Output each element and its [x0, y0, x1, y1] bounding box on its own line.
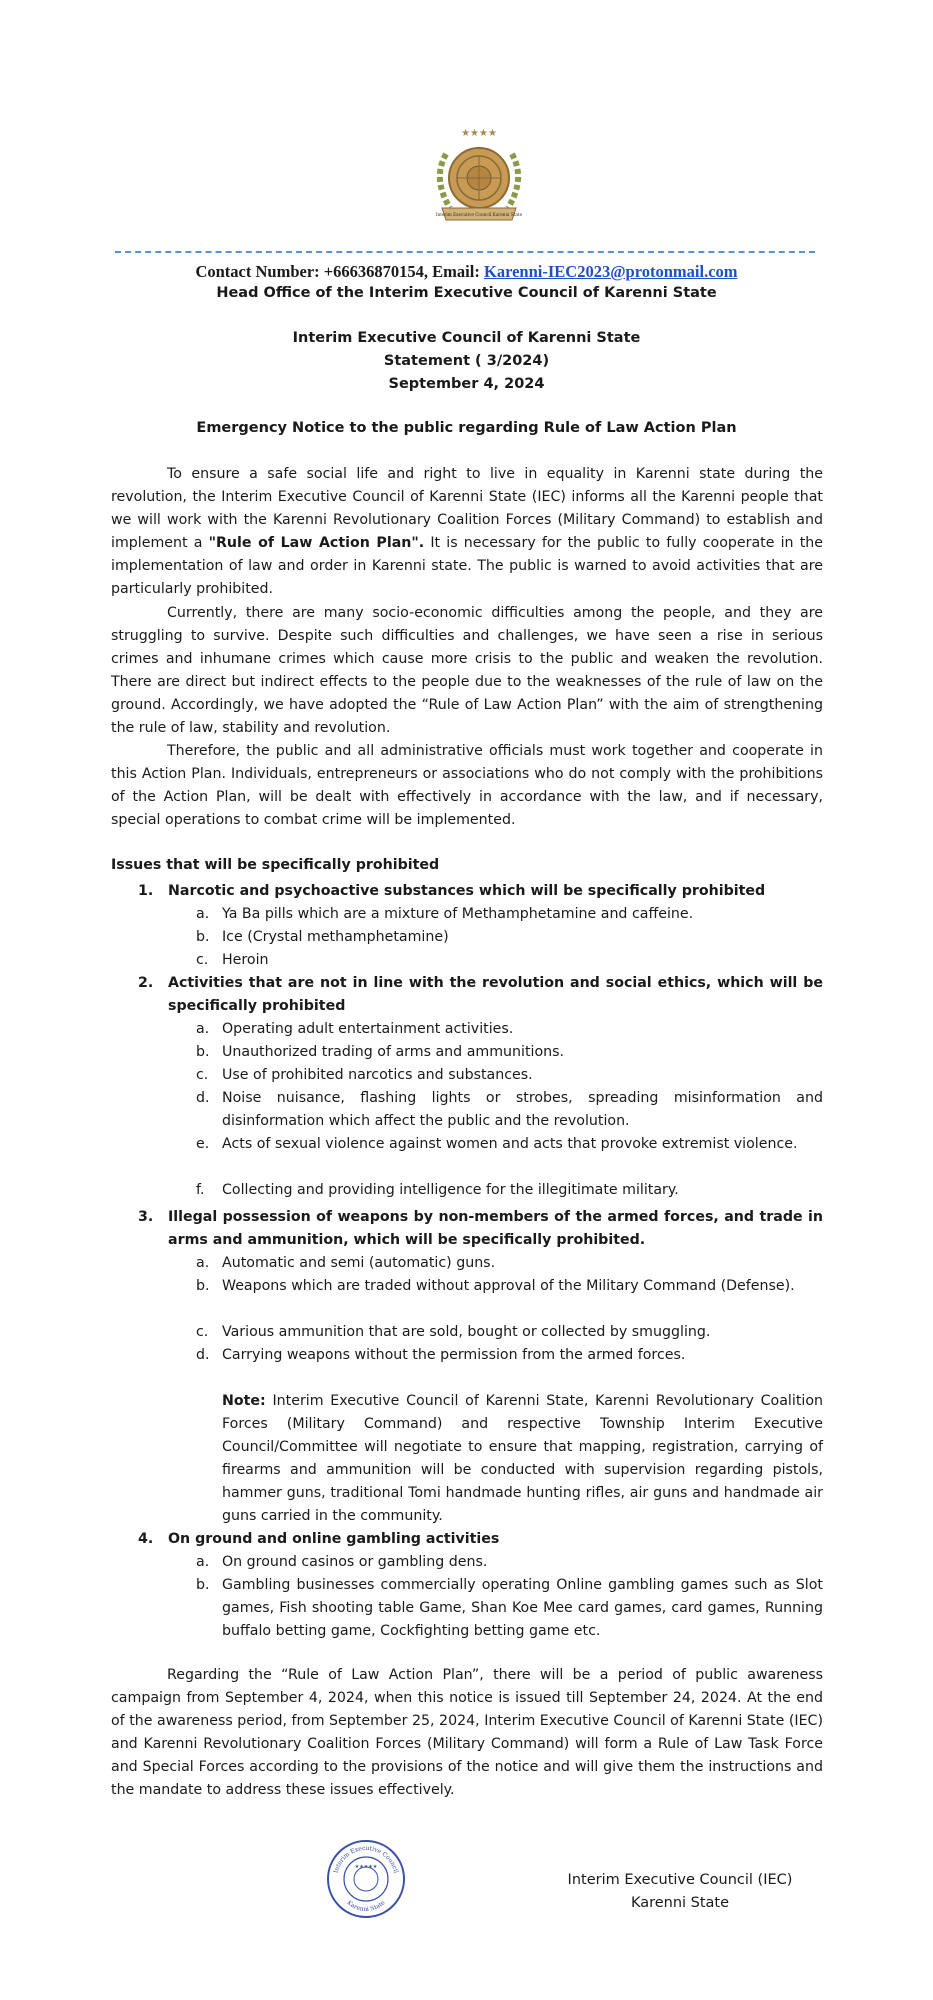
issue-2-item-a: a. Operating adult entertainment activities.: [196, 1021, 514, 1037]
notice-title: Emergency Notice to the public regarding Rule of Law Action Plan: [196, 420, 737, 436]
contact-number: Contact Number: +66636870154, Email:: [195, 262, 484, 281]
council-emblem-icon: [424, 124, 534, 234]
seal-text-top: Interim Executive Council: [332, 1844, 400, 1874]
issue-3-note: Note: Interim Executive Council of Karenni State, Karenni Revolutionary Coalition Forces (Military Command) and respective Township Interim Executive Council/Committee will negotiate to ensure that mapping, registration, carrying of firearms and ammunition will be conducted with supervision regarding pistols, hammer guns, traditional Tomi handmade hunting rifles, air guns and handmade air guns carried in the community.: [222, 1393, 823, 1525]
contact-email-link[interactable]: Karenni-IEC2023@protonmail.com: [483, 262, 738, 281]
emblem-banner-text: Interim Executive Council Karenni State: [435, 212, 523, 217]
contact-line: [0, 262, 933, 282]
issue-2-heading: 2. Activities that are not in line with the revolution and social ethics, which will be specifically prohibited: [138, 975, 823, 1015]
note-label: Note:: [222, 1393, 266, 1409]
issue-3-item-c: c. Various ammunition that are sold, bought or collected by smuggling.: [196, 1324, 711, 1340]
issue-3-heading: 3. Illegal possession of weapons by non-members of the armed forces, and trade in arms and ammunition, which will be specifically prohibited.: [138, 1209, 823, 1249]
official-seal-icon: [325, 1838, 407, 1920]
issue-2-item-b: b. Unauthorized trading of arms and ammunitions.: [196, 1044, 565, 1060]
issue-2-item-d: d. Noise nuisance, flashing lights or strobes, spreading misinformation and disinformation which affect the public and the revolution.: [196, 1090, 823, 1130]
statement-date: September 4, 2024: [388, 376, 545, 392]
issue-4-item-b: b. Gambling businesses commercially operating Online gambling games such as Slot games, Fish shooting table Game, Shan Koe Mee card games, card games, Running buffalo betting game, Cockfighting betting game etc.: [196, 1577, 823, 1640]
issue-1-heading: 1. Narcotic and psychoactive substances which will be specifically prohibited: [138, 883, 766, 899]
closing-paragraph: Regarding the “Rule of Law Action Plan”, there will be a period of public awareness campaign from September 4, 2024, when this notice is issued till September 24, 2024. At the end of the awareness period, from September 25, 2024, Interim Executive Council of Karenni State (IEC) and Karenni Revolutionary Coalition Forces (Military Command) will form a Rule of Law Task Force and Special Forces according to the provisions of the notice and will give them the instructions and the mandate to address these issues effectively.: [111, 1667, 823, 1799]
signatory-state: Karenni State: [630, 1895, 730, 1911]
rule-of-law-plan-name: "Rule of Law Action Plan".: [208, 535, 425, 552]
intro-text: [111, 463, 823, 833]
issue-4-heading: 4. On ground and online gambling activities: [138, 1531, 500, 1547]
org-name: Interim Executive Council of Karenni State: [292, 330, 641, 346]
emblem-stars: ★★★★: [461, 128, 497, 139]
issue-1-item-c: c. Heroin: [196, 952, 269, 968]
seal-text-bottom: Karenni State: [345, 1899, 387, 1914]
issue-2-item-c: c. Use of prohibited narcotics and substances.: [196, 1067, 533, 1083]
intro-paragraph-2: Currently, there are many socio-economic difficulties among the people, and they are struggling to survive. Despite such difficulties and challenges, we have seen a rise in serious crimes and inhumane crimes which cause more crisis to the public and weaken the revolution. There are direct but indirect effects to the people due to the weaknesses of the rule of law on the ground. Accordingly, we have adopted the “Rule of Law Action Plan” with the aim of strengthening the rule of law, stability and revolution.: [111, 604, 823, 737]
issues-heading: Issues that will be specifically prohibited: [111, 857, 440, 873]
issue-2-item-f: f. Collecting and providing intelligence for the illegitimate military.: [196, 1182, 679, 1198]
issue-4-item-a: a. On ground casinos or gambling dens.: [196, 1554, 488, 1570]
issue-1-item-b: b. Ice (Crystal methamphetamine): [196, 929, 449, 945]
issue-2-item-e: e. Acts of sexual violence against women and acts that provoke extremist violence.: [196, 1136, 798, 1152]
header-divider: [115, 251, 815, 253]
closing-text: [111, 1664, 823, 1803]
statement-number: Statement ( 3/2024): [383, 353, 550, 369]
issue-3-item-b: b. Weapons which are traded without approval of the Military Command (Defense).: [196, 1278, 795, 1294]
intro-paragraph-1: To ensure a safe social life and right to live in equality in Karenni state during the revolution, the Interim Executive Council of Karenni State (IEC) informs all the Karenni people that we will work with the Karenni Revolutionary Coalition Forces (Military Command) to establish and implement a "Rule of Law Action Plan". It is necessary for the public to fully cooperate in the implementation of law and order in Karenni state. The public is warned to avoid activities that are particularly prohibited.: [111, 466, 824, 598]
issue-3-item-a: a. Automatic and semi (automatic) guns.: [196, 1255, 496, 1271]
issue-3-item-d: d. Carrying weapons without the permission from the armed forces.: [196, 1347, 686, 1363]
intro-paragraph-3: Therefore, the public and all administrative officials must work together and cooperate in this Action Plan. Individuals, entrepreneurs or associations who do not comply with the prohibitions of the Action Plan, will be dealt with effectively in accordance with the law, and if necessary, special operations to combat crime will be implemented.: [111, 743, 823, 829]
seal-stars: ★★★★★: [354, 1864, 378, 1870]
issue-1-item-a: a. Ya Ba pills which are a mixture of Methamphetamine and caffeine.: [196, 906, 694, 922]
signatory-name: Interim Executive Council (IEC): [567, 1872, 793, 1888]
head-office: Head Office of the Interim Executive Council of Karenni State: [216, 285, 717, 301]
